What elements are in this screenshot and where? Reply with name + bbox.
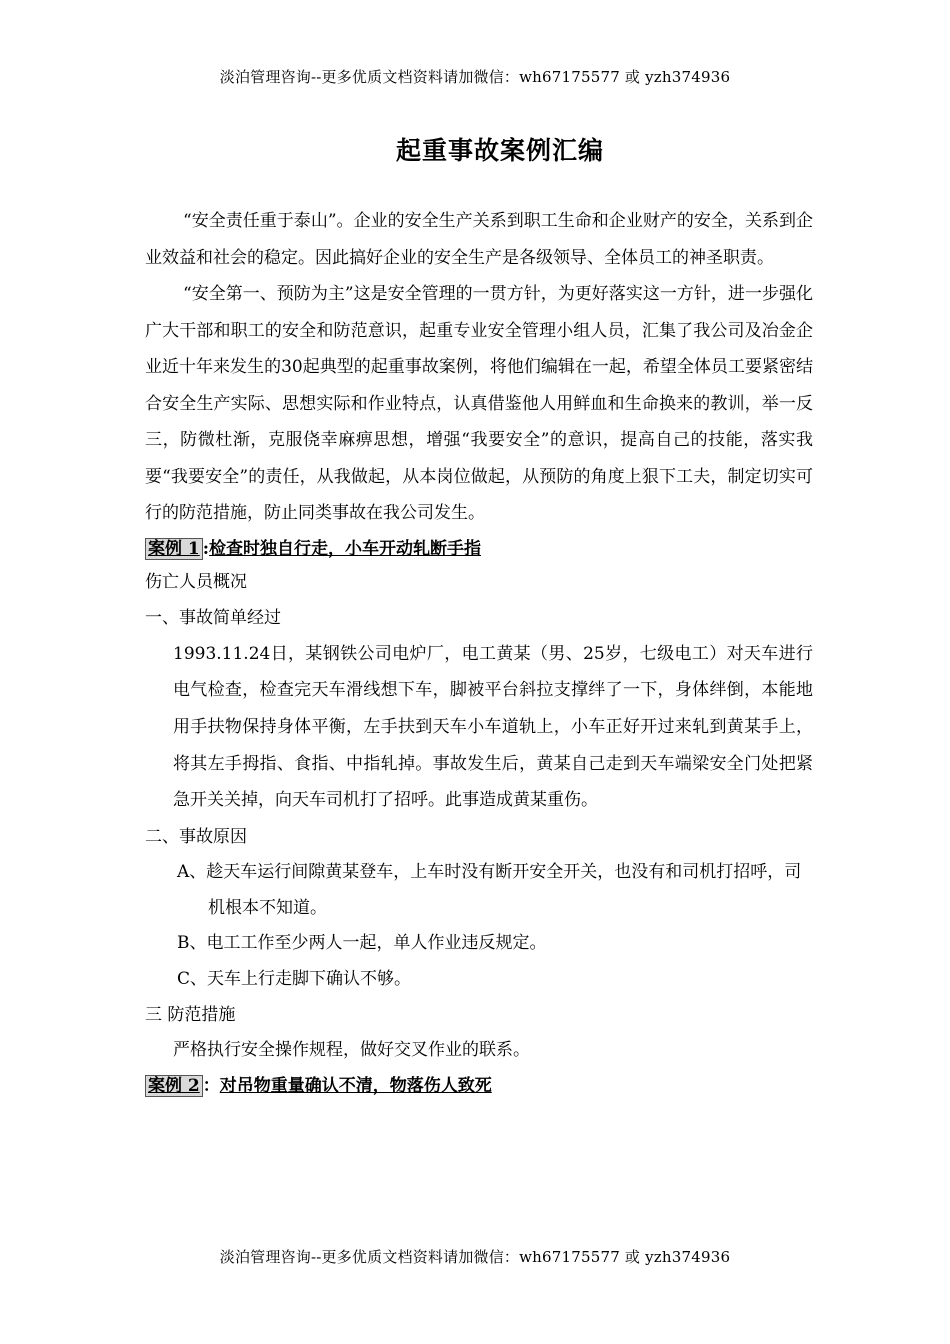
page-header: 淡泊管理咨询--更多优质文档资料请加微信：wh67175577 或 yzh374936	[219, 68, 731, 86]
page-footer: 淡泊管理咨询--更多优质文档资料请加微信：wh67175577 或 yzh374936	[219, 1248, 731, 1266]
case-1-tag: 案例 1	[145, 538, 203, 560]
accident-process-text: 1993.11.24日，某钢铁公司电炉厂，电工黄某（男、25岁，七级电工）对天车进行电气检查，检查完天车滑线想下车，脚被平台斜拉支撑绊了一下，身体绊倒，本能地用手扶物保持身体平衡，左手扶到天车小车道轨上，小车正好开过来轧到黄某手上，将其左手拇指、食指、中指轧掉。事故发生后，黄某自己走到天车端梁安全门处把紧急开关关掉，向天车司机打了招呼。此事造成黄某重伤。	[173, 643, 813, 811]
case-2-tag: 案例 2	[145, 1075, 203, 1097]
document-body	[145, 203, 813, 1101]
section-2-heading: 二、事故原因	[145, 827, 247, 848]
page-title: 起重事故案例汇编	[395, 136, 604, 165]
section-3-heading: 三 防范措施	[145, 1005, 236, 1026]
case-1-separator: :	[202, 538, 210, 559]
cause-item-a: A、趁天车运行间隙黄某登车，上车时没有断开安全开关，也没有和司机打招呼，司机根本不知道。	[177, 862, 802, 918]
case-1-heading	[145, 534, 813, 564]
case-2-separator: ：	[202, 1075, 220, 1096]
case-1-title: 检查时独自行走，小车开动轧断手指	[209, 538, 482, 559]
section-1-heading: 一、事故简单经过	[145, 607, 281, 628]
preventive-measures-text: 严格执行安全操作规程，做好交叉作业的联系。	[173, 1040, 530, 1061]
cause-item-c: C、天车上行走脚下确认不够。	[177, 968, 412, 989]
cause-item-b: B、电工工作至少两人一起，单人作业违反规定。	[177, 933, 547, 954]
intro-paragraph-1: “安全责任重于泰山”。企业的安全生产关系到职工生命和企业财产的安全，关系到企业效益和社会的稳定。因此搞好企业的安全生产是各级领导、全体员工的神圣职责。	[145, 211, 813, 268]
intro-paragraph-2: “安全第一、预防为主”这是安全管理的一贯方针，为更好落实这一方针，进一步强化广大干部和职工的安全和防范意识，起重专业安全管理小组人员，汇集了我公司及冶金企业近十年来发生的30起典型的起重事故案例，将他们编辑在一起，希望全体员工要紧密结合安全生产实际、思想实际和作业特点，认真借鉴他人用鲜血和生命换来的教训，举一反三，防微杜渐，克服侥幸麻痹思想，增强“我要安全”的意识，提高自己的技能，落实我要“我要安全”的责任，从我做起，从本岗位做起，从预防的角度上狠下工夫，制定切实可行的防范措施，防止同类事故在我公司发生。	[145, 284, 813, 523]
intro-section	[145, 203, 813, 532]
casualties-heading: 伤亡人员概况	[145, 571, 247, 592]
case-2-heading	[145, 1071, 813, 1101]
case-2-title: 对吊物重量确认不清，物落伤人致死	[219, 1075, 492, 1096]
